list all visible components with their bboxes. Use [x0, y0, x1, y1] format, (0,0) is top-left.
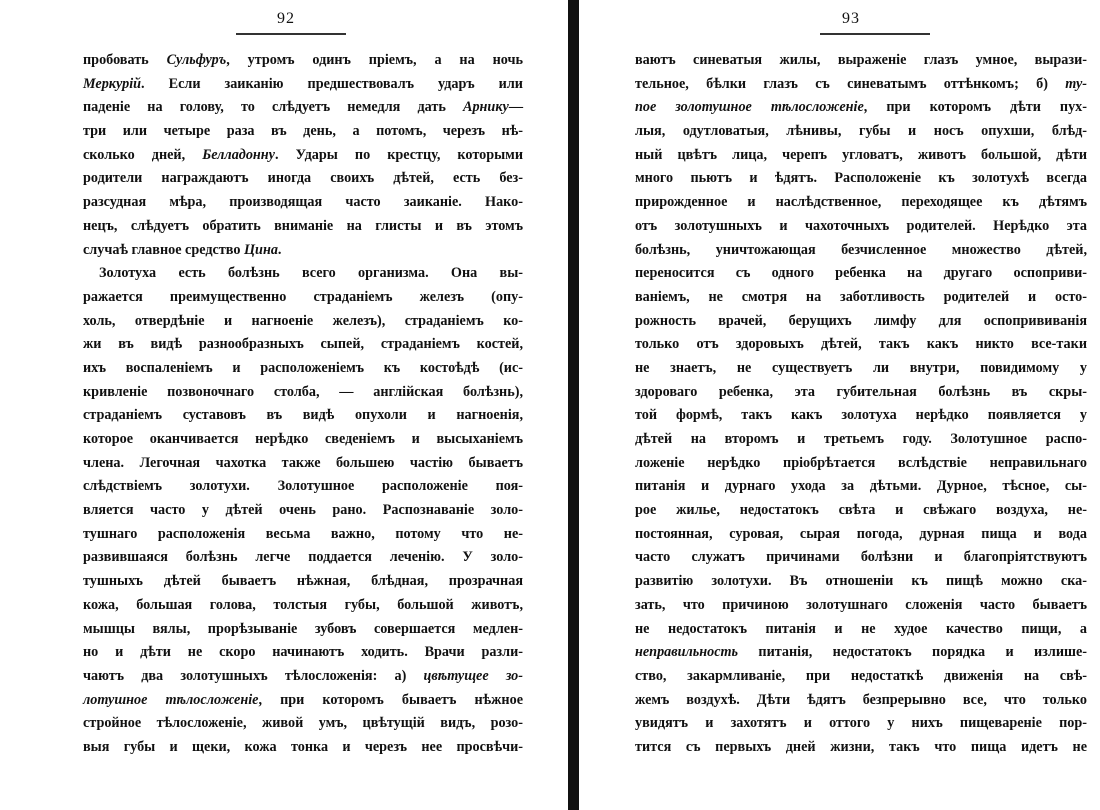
text-line: члена. Легочная чахотка также большею частію бываетъ [83, 454, 523, 471]
text-line: рожность врачей, берущихъ лимфу для оспопрививанія [635, 312, 1087, 329]
text-line: жемъ воздухѣ. Дѣти ѣдятъ безпрерывно все, что только [635, 691, 1087, 708]
text-line: кожа, большая голова, толстыя губы, большой животъ, [83, 596, 523, 613]
text-line: вляется часто у дѣтей очень рано. Распознаваніе золо- [83, 502, 523, 519]
text-line: которое оканчивается нерѣдко сведеніемъ и высыханіемъ [83, 431, 523, 447]
text-line: только отъ здоровыхъ дѣтей, такъ какъ никто все-таки [635, 336, 1087, 353]
text-line: переносится съ одного ребенка на другаго оспоприви- [635, 265, 1087, 282]
text-line: ный цвѣтъ лица, черепъ угловатъ, животъ большой, дѣти [635, 146, 1087, 163]
text-line: много пьютъ и ѣдятъ. Расположеніе къ золотухѣ всегда [635, 170, 1087, 187]
text-line: пробовать Сульфуръ, утромъ одинъ пріемъ, а на ночь [83, 52, 523, 68]
page-number-rule [820, 33, 930, 35]
text-line: ражается преимущественно страданіемъ железъ (опу- [83, 288, 523, 305]
text-line: стройное тѣлосложеніе, живой умъ, цвѣтущій видъ, розо- [83, 715, 523, 732]
text-line: разсудная мѣра, производящая часто заиканіе. Нако- [83, 194, 523, 211]
text-line: лыя, одутловатыя, лѣнивы, губы и носъ опухши, блѣд- [635, 123, 1087, 140]
text-line: тится съ первыхъ дней жизни, такъ что пища идетъ не [635, 738, 1087, 755]
text-line: чаютъ два золотушныхъ тѣлосложенія: а) цвѣтущее зо- [83, 667, 524, 684]
text-line: ложеніе нерѣдко пріобрѣтается вслѣдствіе неправильнаго [635, 454, 1087, 471]
text-line: но и дѣти не скоро начинаютъ ходить. Врачи разли- [83, 644, 523, 661]
page-number: 93 [842, 10, 860, 27]
text-line: отъ золотушныхъ и чахоточныхъ родителей. Нерѣдко эта [635, 217, 1087, 234]
text-line: страданіемъ суставовъ въ видѣ опухоли и нагноенія, [83, 407, 523, 424]
text-line: пое золотушное тѣлосложеніе, при которомъ дѣти пух- [635, 99, 1087, 116]
text-line: питанія и дурнаго ухода за дѣтьми. Дурное, тѣсное, сы- [635, 478, 1087, 495]
text-line: болѣзнь, уничтожающая безчисленное множество дѣтей, [635, 241, 1087, 258]
text-line: дѣтей на второмъ и третьемъ году. Золотушное распо- [635, 431, 1087, 447]
text-line: родители награждаютъ иногда своихъ дѣтей, есть без- [83, 170, 523, 187]
text-line: не знаетъ, не существуетъ ли внутри, повидимому у [635, 359, 1087, 376]
text-line: ство, закармливаніе, при недостаткѣ движенія на свѣ- [635, 667, 1087, 684]
page-number-rule [236, 33, 346, 35]
text-line: ваютъ синеватыя жилы, выраженіе глазъ умное, вырази- [635, 52, 1087, 68]
text-line: постоянная, суровая, сырая погода, дурная пища и вода [635, 525, 1087, 542]
text-line: Золотуха есть болѣзнь всего организма. Она вы- [99, 265, 523, 282]
text-line: жи въ видѣ разнообразныхъ сыпей, страданіемъ костей, [83, 336, 523, 353]
text-line: неправильность питанія, недостатокъ порядка и излише- [635, 644, 1087, 661]
text-line: сколько дней, Белладонну. Удары по крестцу, которыми [83, 146, 523, 163]
text-line: прирожденное и наслѣдственное, переходящее къ дѣтямъ [635, 194, 1087, 211]
text-line: не недостатокъ питанія и не худое качество пищи, а [635, 620, 1087, 637]
text-block [635, 49, 1087, 760]
text-line: паденіе на голову, то слѣдуетъ немедля дать Арнику— [83, 99, 523, 116]
text-line: кривленіе позвоночнаго столба, — англійская болѣзнь), [83, 383, 523, 400]
text-block [83, 49, 523, 760]
text-line: ихъ воспаленіемъ и расположеніемъ къ костоѣдѣ (ис- [83, 359, 523, 376]
text-line: Меркурій. Если заиканію предшествовалъ ударъ или [83, 75, 523, 92]
text-line: выя губы и щеки, кожа тонка и черезъ нее просвѣчи- [83, 738, 523, 755]
page-number: 92 [277, 10, 295, 27]
text-line: часто служатъ причинами болѣзни и благопріятствуютъ [635, 549, 1087, 566]
text-line: три или четыре раза въ день, а потомъ, черезъ нѣ- [83, 123, 523, 140]
text-line: увидятъ и захотятъ и оттого у нихъ пищевареніе пор- [635, 715, 1087, 732]
right-page [590, 0, 1100, 810]
text-line: холь, отвердѣніе и нагноеніе железъ), страданіемъ ко- [83, 312, 523, 329]
text-line: лотушное тѣлосложеніе, при которомъ бываетъ нѣжное [83, 691, 523, 708]
book-gutter [568, 0, 579, 810]
text-line: тушнаго расположенія весьма важно, потому что не- [83, 525, 523, 542]
text-line: развившаяся болѣзнь легче поддается леченію. У золо- [83, 549, 523, 566]
text-line: нецъ, слѣдуетъ обратить вниманіе на глисты и въ этомъ [83, 217, 523, 234]
text-line: той формѣ, такъ какъ золотуха нерѣдко появляется у [635, 407, 1087, 424]
text-line: тельное, бѣлки глазъ съ синеватымъ оттѣнкомъ; б) ту- [635, 75, 1087, 92]
text-line: рое жилье, недостатокъ свѣта и свѣжаго воздуха, не- [635, 502, 1087, 519]
text-line: слѣдствіемъ золотухи. Золотушное расположеніе поя- [83, 478, 523, 495]
text-line: мышцы вялы, прорѣзываніе зубовъ совершается медлен- [83, 620, 523, 637]
text-line: случаѣ главное средство Цина. [83, 241, 282, 258]
text-line: здороваго ребенка, эта губительная болѣзнь въ скры- [635, 383, 1087, 400]
text-line: зать, что причиною золотушнаго сложенія часто бываетъ [635, 596, 1087, 613]
text-line: тушныхъ дѣтей бываетъ нѣжная, блѣдная, прозрачная [83, 573, 523, 590]
text-line: развитію золотухи. Въ отношеніи къ пищѣ можно ска- [635, 573, 1087, 590]
text-line: ваніемъ, не смотря на заботливость родителей и осто- [635, 288, 1087, 305]
